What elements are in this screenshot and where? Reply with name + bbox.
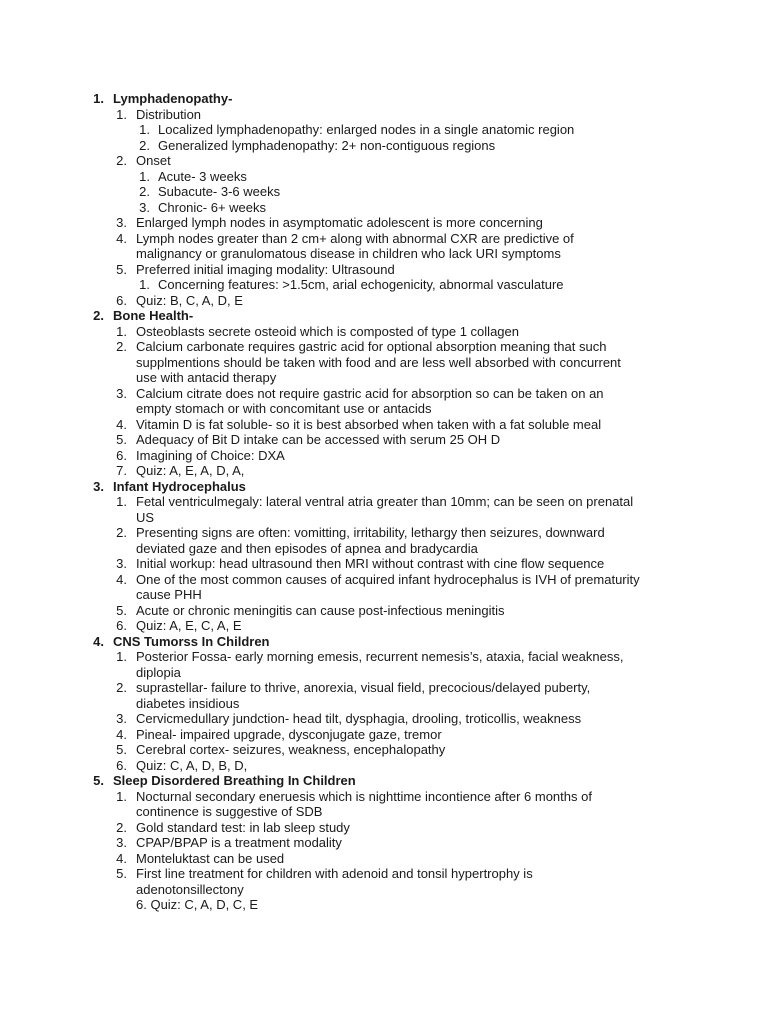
item-number: 5. <box>116 866 127 881</box>
sub-list-item <box>0 184 768 200</box>
section-title: Sleep Disordered Breathing In Children <box>113 773 356 788</box>
item-text: Monteluktast can be used <box>136 850 285 866</box>
item-text: Presenting signs are often: vomitting, irritability, lethargy then seizures, downward <box>136 525 605 540</box>
section-number: 4. <box>93 633 104 649</box>
subitem-number: 1. <box>139 168 150 184</box>
list-item <box>0 463 768 479</box>
item-text: Osteoblasts secrete osteoid which is composted of type 1 collagen <box>136 323 519 339</box>
item-number: 1. <box>116 788 127 804</box>
list-item <box>0 758 768 774</box>
list-item <box>0 231 768 247</box>
item-text: use with antacid therapy <box>136 370 277 385</box>
list-item <box>0 742 768 758</box>
item-text: Adequacy of Bit D intake can be accessed with serum 25 OH D <box>136 432 501 447</box>
list-item <box>0 851 768 867</box>
list-item <box>0 835 768 851</box>
item-text: Enlarged lymph nodes in asymptomatic adolescent is more concerning <box>136 215 543 230</box>
list-item-continuation <box>0 665 768 681</box>
item-text: 6. Quiz: C, A, D, C, E <box>136 897 259 912</box>
list-item <box>0 324 768 340</box>
section-heading <box>0 634 768 650</box>
item-number: 2. <box>116 819 127 835</box>
section-heading <box>0 308 768 324</box>
sub-list-item <box>0 122 768 138</box>
sub-list-item <box>0 138 768 154</box>
item-text: Pineal- impaired upgrade, dysconjugate gaze, tremor <box>136 726 442 742</box>
list-item <box>0 448 768 464</box>
item-text: CPAP/BPAP is a treatment modality <box>136 835 342 850</box>
item-number: 3. <box>116 215 127 230</box>
subitem-number: 3. <box>139 199 150 215</box>
item-number: 3. <box>116 835 127 850</box>
item-text: empty stomach or with concomitant use or antacids <box>136 401 432 416</box>
subitem-text: Localized lymphadenopathy: enlarged nodes in a single anatomic region <box>158 122 575 137</box>
list-item <box>0 572 768 588</box>
list-item <box>0 866 768 882</box>
item-number: 6. <box>116 757 127 773</box>
item-number: 7. <box>116 463 127 478</box>
section-heading <box>0 479 768 495</box>
item-text: deviated gaze and then episodes of apnea and bradycardia <box>136 540 478 556</box>
item-number: 2. <box>116 525 127 540</box>
list-item <box>0 680 768 696</box>
list-item <box>0 649 768 665</box>
list-item <box>0 153 768 169</box>
item-text: Quiz: C, A, D, B, D, <box>136 757 248 773</box>
item-text: Onset <box>136 153 171 168</box>
item-text: adenotonsillectony <box>136 881 244 897</box>
list-item <box>0 417 768 433</box>
item-number: 1. <box>116 494 127 509</box>
item-text: Calcium carbonate requires gastric acid for optional absorption meaning that such <box>136 339 607 354</box>
list-item <box>0 556 768 572</box>
sub-list-item <box>0 277 768 293</box>
subitem-number: 2. <box>139 184 150 199</box>
item-text: Fetal ventriculmegaly: lateral ventral atria greater than 10mm; can be seen on prenatal <box>136 494 634 509</box>
list-item <box>0 820 768 836</box>
list-item <box>0 525 768 541</box>
section-number: 5. <box>93 773 104 788</box>
section-number: 3. <box>93 478 104 494</box>
subitem-number: 1. <box>139 122 150 137</box>
item-text: Calcium citrate does not require gastric acid for absorption so can be taken on an <box>136 385 604 401</box>
item-text: malignancy or granulomatous disease in children who lack URI symptoms <box>136 246 561 261</box>
item-number: 3. <box>116 385 127 401</box>
list-item-continuation <box>0 587 768 603</box>
subitem-text: Acute- 3 weeks <box>158 168 247 184</box>
item-number: 5. <box>116 602 127 618</box>
subitem-number: 1. <box>139 277 150 292</box>
item-text: Cerebral cortex- seizures, weakness, encephalopathy <box>136 742 446 757</box>
subitem-text: Concerning features: >1.5cm, arial echogenicity, abnormal vasculature <box>158 277 564 292</box>
list-item-continuation <box>0 246 768 262</box>
list-item <box>0 727 768 743</box>
section-heading <box>0 91 768 107</box>
subitem-text: Chronic- 6+ weeks <box>158 199 267 215</box>
item-number: 5. <box>116 742 127 757</box>
item-number: 4. <box>116 230 127 246</box>
item-number: 1. <box>116 106 127 122</box>
item-text: Nocturnal secondary eneruesis which is nighttime incontience after 6 months of <box>136 788 592 804</box>
item-text: US <box>136 509 155 525</box>
subitem-number: 2. <box>139 137 150 153</box>
section-heading <box>0 773 768 789</box>
item-text: Gold standard test: in lab sleep study <box>136 819 350 835</box>
item-text: First line treatment for children with adenoid and tonsil hypertrophy is <box>136 866 533 881</box>
item-number: 4. <box>116 416 127 432</box>
item-text: suprastellar- failure to thrive, anorexia, visual field, precocious/delayed puberty, <box>136 680 591 695</box>
item-text: Imagining of Choice: DXA <box>136 447 285 463</box>
sub-list-item <box>0 200 768 216</box>
item-text: Initial workup: head ultrasound then MRI without contrast with cine flow sequence <box>136 556 605 571</box>
item-text: Posterior Fossa- early morning emesis, recurrent nemesis’s, ataxia, facial weakness, <box>136 649 624 664</box>
list-item-continuation <box>0 401 768 417</box>
item-number: 3. <box>116 711 127 726</box>
list-item <box>0 603 768 619</box>
list-item <box>0 215 768 231</box>
list-item <box>0 386 768 402</box>
item-text: diplopia <box>136 664 181 680</box>
sub-list-item <box>0 169 768 185</box>
section-number: 1. <box>93 91 104 106</box>
list-item-continuation <box>0 882 768 898</box>
item-number: 4. <box>116 850 127 866</box>
list-item-continuation <box>0 355 768 371</box>
item-text: Quiz: B, C, A, D, E <box>136 292 243 308</box>
list-item-continuation <box>0 541 768 557</box>
item-text: Quiz: A, E, A, D, A, <box>136 463 245 478</box>
list-item <box>0 618 768 634</box>
section-title: Lymphadenopathy- <box>113 91 233 106</box>
item-text: continence is suggestive of SDB <box>136 804 323 819</box>
item-number: 5. <box>116 261 127 277</box>
list-item-continuation <box>0 510 768 526</box>
subitem-text: Generalized lymphadenopathy: 2+ non-contiguous regions <box>158 137 496 153</box>
item-number: 4. <box>116 726 127 742</box>
item-number: 3. <box>116 556 127 571</box>
item-number: 1. <box>116 649 127 664</box>
section-title: Infant Hydrocephalus <box>113 478 246 494</box>
list-item <box>0 293 768 309</box>
item-number: 5. <box>116 432 127 447</box>
list-item <box>0 107 768 123</box>
list-item-continuation <box>0 804 768 820</box>
list-item-continuation <box>0 897 768 913</box>
item-number: 6. <box>116 292 127 308</box>
section-number: 2. <box>93 308 104 323</box>
item-number: 4. <box>116 571 127 587</box>
item-number: 2. <box>116 680 127 695</box>
item-text: Preferred initial imaging modality: Ultrasound <box>136 261 395 277</box>
item-text: Cervicmedullary jundction- head tilt, dysphagia, drooling, troticollis, weakness <box>136 711 582 726</box>
item-text: Quiz: A, E, C, A, E <box>136 618 242 633</box>
item-number: 2. <box>116 153 127 168</box>
list-item <box>0 711 768 727</box>
item-number: 6. <box>116 447 127 463</box>
item-text: Acute or chronic meningitis can cause post-infectious meningitis <box>136 602 505 618</box>
list-item-continuation <box>0 696 768 712</box>
item-text: Vitamin D is fat soluble- so it is best absorbed when taken with a fat soluble meal <box>136 416 602 432</box>
item-text: cause PHH <box>136 587 202 602</box>
section-title: CNS Tumorss In Children <box>113 633 270 649</box>
document-page <box>0 91 768 913</box>
list-item <box>0 339 768 355</box>
item-number: 6. <box>116 618 127 633</box>
item-text: Lymph nodes greater than 2 cm+ along with abnormal CXR are predictive of <box>136 230 574 246</box>
item-text: supplmentions should be taken with food and are less well absorbed with concurrent <box>136 354 621 370</box>
item-text: Distribution <box>136 106 202 122</box>
list-item <box>0 494 768 510</box>
item-number: 2. <box>116 339 127 354</box>
list-item <box>0 432 768 448</box>
subitem-text: Subacute- 3-6 weeks <box>158 184 281 199</box>
section-title: Bone Health- <box>113 308 194 323</box>
item-text: diabetes insidious <box>136 695 240 711</box>
item-number: 1. <box>116 323 127 339</box>
list-item <box>0 262 768 278</box>
list-item-continuation <box>0 370 768 386</box>
item-text: One of the most common causes of acquired infant hydrocephalus is IVH of prematurity <box>136 571 640 587</box>
list-item <box>0 789 768 805</box>
